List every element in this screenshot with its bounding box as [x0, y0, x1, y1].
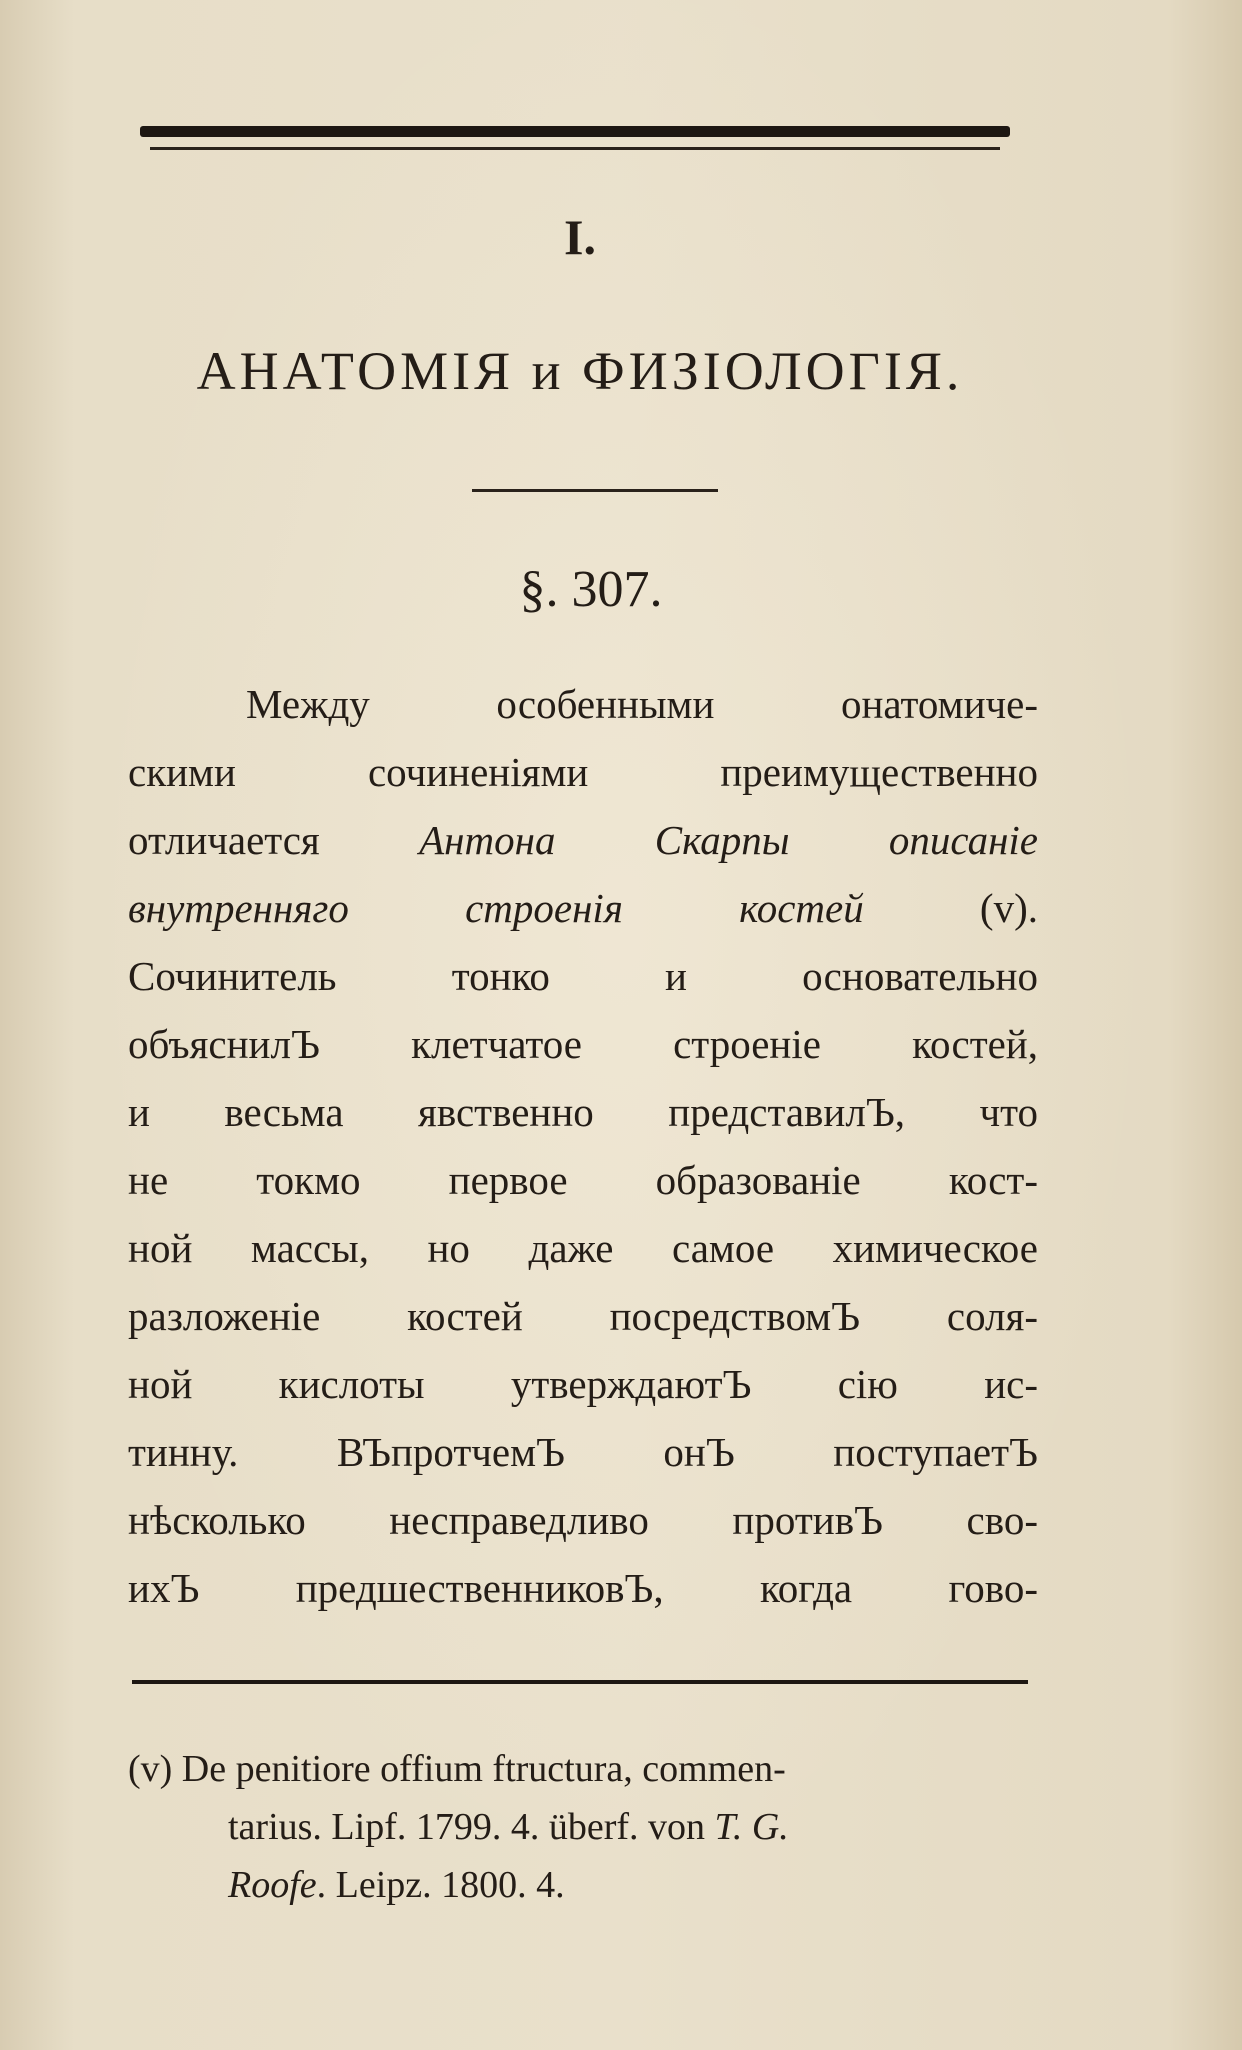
- author-title-italic: внутренняго строенія костей: [128, 885, 864, 931]
- text-line: объяснилЪ клетчатое строеніе костей,: [128, 1021, 1038, 1067]
- text-line: скими сочиненіями преимущественно: [128, 749, 1038, 795]
- footnote-reference: (v).: [863, 885, 1038, 931]
- text-line: ной кислоты утверждаютЪ сію ис-: [128, 1361, 1038, 1407]
- footnote-rule: [132, 1680, 1028, 1684]
- text-line: не токмо первое образованіе кост-: [128, 1157, 1038, 1203]
- text-line: [128, 874, 1038, 942]
- author-title-italic: Антона Скарпы описаніе: [419, 817, 1038, 863]
- text-line: разложеніе костей посредствомЪ соля-: [128, 1293, 1038, 1339]
- footnote-segment: . Leipz. 1800. 4.: [316, 1864, 565, 1906]
- section-number: I.: [564, 209, 596, 265]
- footnote-line: [128, 1856, 1048, 1914]
- text-line: ихЪ предшественниковЪ, когда гово-: [128, 1565, 1038, 1611]
- text-line: Сочинитель тонко и основательно: [128, 953, 1038, 999]
- paragraph-number: §. 307.: [519, 561, 663, 618]
- text-segment: отличается: [128, 817, 420, 863]
- footnote-italic: T. G.: [714, 1806, 789, 1848]
- text-line: Между особенными онатомиче-: [246, 681, 1038, 727]
- text-line: тинну. ВЪпротчемЪ онЪ поступаетЪ: [128, 1429, 1038, 1475]
- text-line: ной массы, но даже самое химическое: [128, 1225, 1038, 1271]
- footnote-line: [128, 1798, 1048, 1856]
- header-rule-thick: [140, 126, 1010, 137]
- footnote-segment: tarius. Lipf. 1799. 4. überf. von: [228, 1806, 715, 1848]
- section-title: АНАТОМІЯ и ФИЗІОЛОГІЯ.: [196, 341, 964, 401]
- title-separator-rule: [472, 489, 718, 492]
- footnote: [128, 1740, 1048, 1914]
- text-line: нѣсколько несправедливо противЪ сво-: [128, 1497, 1038, 1543]
- header-rule-thin: [150, 147, 1000, 150]
- text-line: и весьма явственно представилЪ, что: [128, 1089, 1038, 1135]
- footnote-line: (v) De penitiore offium ftructura, commen-: [128, 1748, 786, 1790]
- text-line: [128, 806, 1038, 874]
- footnote-italic: Roofe: [228, 1864, 317, 1906]
- body-text: [128, 670, 1038, 1622]
